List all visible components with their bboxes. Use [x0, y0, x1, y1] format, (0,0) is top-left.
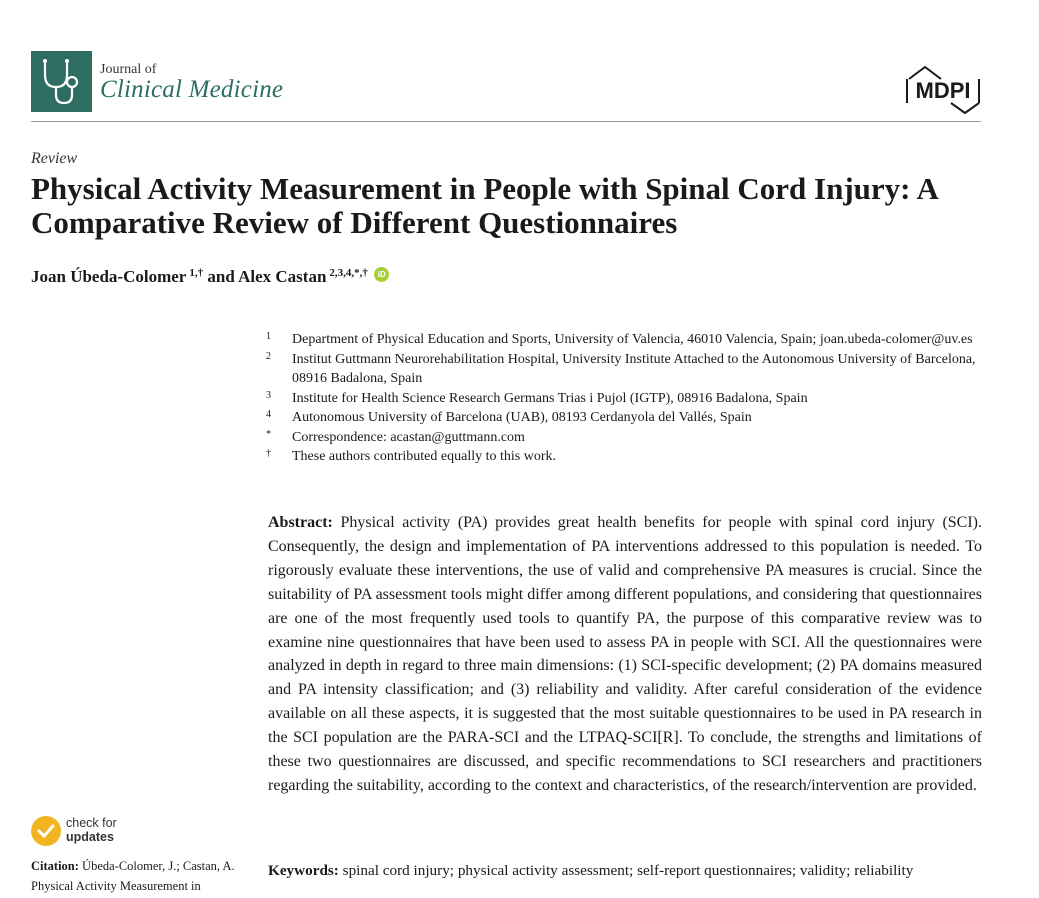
check-updates-line2: updates	[66, 830, 114, 844]
affiliation-item	[266, 350, 986, 389]
publisher-name: MDPI	[915, 78, 971, 103]
abstract-label: Abstract:	[268, 514, 333, 531]
journal-prefix: Journal of	[100, 62, 157, 77]
author-affiliation-marker: 1,†	[189, 267, 204, 279]
keywords-label: Keywords:	[268, 862, 339, 879]
checkmark-icon	[31, 816, 61, 846]
keywords	[268, 862, 998, 880]
affiliation-item	[266, 389, 986, 409]
affiliation-text: Institute for Health Science Research Germans Trias i Pujol (IGTP), 08916 Badalona, Spain	[292, 390, 808, 406]
abstract	[268, 511, 982, 798]
author-name: Alex Castan	[238, 267, 327, 286]
affiliation-marker: 1	[266, 331, 271, 342]
affiliation-item	[266, 408, 986, 428]
authors-joiner: and	[207, 267, 235, 286]
affiliation-item	[266, 447, 986, 467]
citation-text: Úbeda-Colomer, J.; Castan, A. Physical Activity Measurement in	[31, 859, 235, 893]
affiliation-list	[266, 330, 986, 467]
stethoscope-icon	[31, 51, 92, 112]
affiliation-text: Department of Physical Education and Sports, University of Valencia, 46010 Valencia, Spain; joan.ubeda-colomer@uv.es	[292, 332, 973, 347]
affiliation-marker: 3	[266, 389, 271, 401]
affiliation-text: These authors contributed equally to this work.	[292, 449, 556, 464]
check-updates-line1: check for	[66, 816, 117, 830]
author-list	[31, 267, 389, 287]
affiliation-marker: 4	[266, 409, 271, 420]
publisher-logo	[903, 63, 983, 115]
header-divider	[31, 121, 981, 122]
affiliation-item	[266, 428, 986, 448]
affiliation-item	[266, 330, 986, 350]
abstract-text: Physical activity (PA) provides great health benefits for people with spinal cord injury (SCI). Consequently, the design and implementation of PA interventions addressed to this population is needed. To rigorously evaluate these interventions, the use of valid and comprehensive PA measures is crucial. Since the suitability of PA assessment tools might differ among different populations, and considering that questionnaires are one of the most frequently used tools to quantify PA, the purpose of this comparative review was to examine nine questionnaires that have been used to assess PA in people with SCI. All the questionnaires were analyzed in depth in regard to three main dimensions: (1) SCI-specific development; (2) PA domains measured and PA intensity classification; and (3) reliability and validity. After careful consideration of the evidence available on all these aspects, it is suggested that the most suitable questionnaires to be used in PA research in the SCI population are the PARA-SCI and the LTPAQ-SCI[R]. To conclude, the strengths and limitations of these two questionnaires are discussed, and specific recommendations to SCI researchers and practitioners regarding the suitability, according to the context and characteristics, of the research/intervention are provided.	[268, 514, 982, 794]
author-name: Joan Úbeda-Colomer	[31, 267, 187, 286]
affiliation-marker: †	[266, 448, 271, 459]
keywords-text: spinal cord injury; physical activity assessment; self-report questionnaires; validity; reliability	[342, 862, 914, 879]
journal-name: Clinical Medicine	[100, 76, 284, 103]
orcid-icon[interactable]: iD	[374, 267, 389, 282]
article-type: Review	[31, 150, 78, 167]
journal-logo	[31, 51, 92, 112]
check-for-updates-button[interactable]	[31, 814, 171, 848]
article-title: Physical Activity Measurement in People with Spinal Cord Injury: A Comparative Review of Different Questionnaires	[31, 171, 938, 240]
affiliation-marker: 2	[266, 350, 271, 362]
affiliation-marker: *	[266, 428, 271, 440]
affiliation-text: Institut Guttmann Neurorehabilitation Hospital, University Institute Attached to the Autonomous University of Barcelona, 08916 Badalona, Spain	[292, 351, 976, 386]
citation-label: Citation:	[31, 859, 79, 873]
affiliation-text: Correspondence: acastan@guttmann.com	[292, 429, 525, 445]
citation	[31, 856, 246, 896]
author-affiliation-marker: 2,3,4,*,†	[329, 267, 368, 279]
affiliation-text: Autonomous University of Barcelona (UAB), 08193 Cerdanyola del Vallés, Spain	[292, 410, 752, 425]
